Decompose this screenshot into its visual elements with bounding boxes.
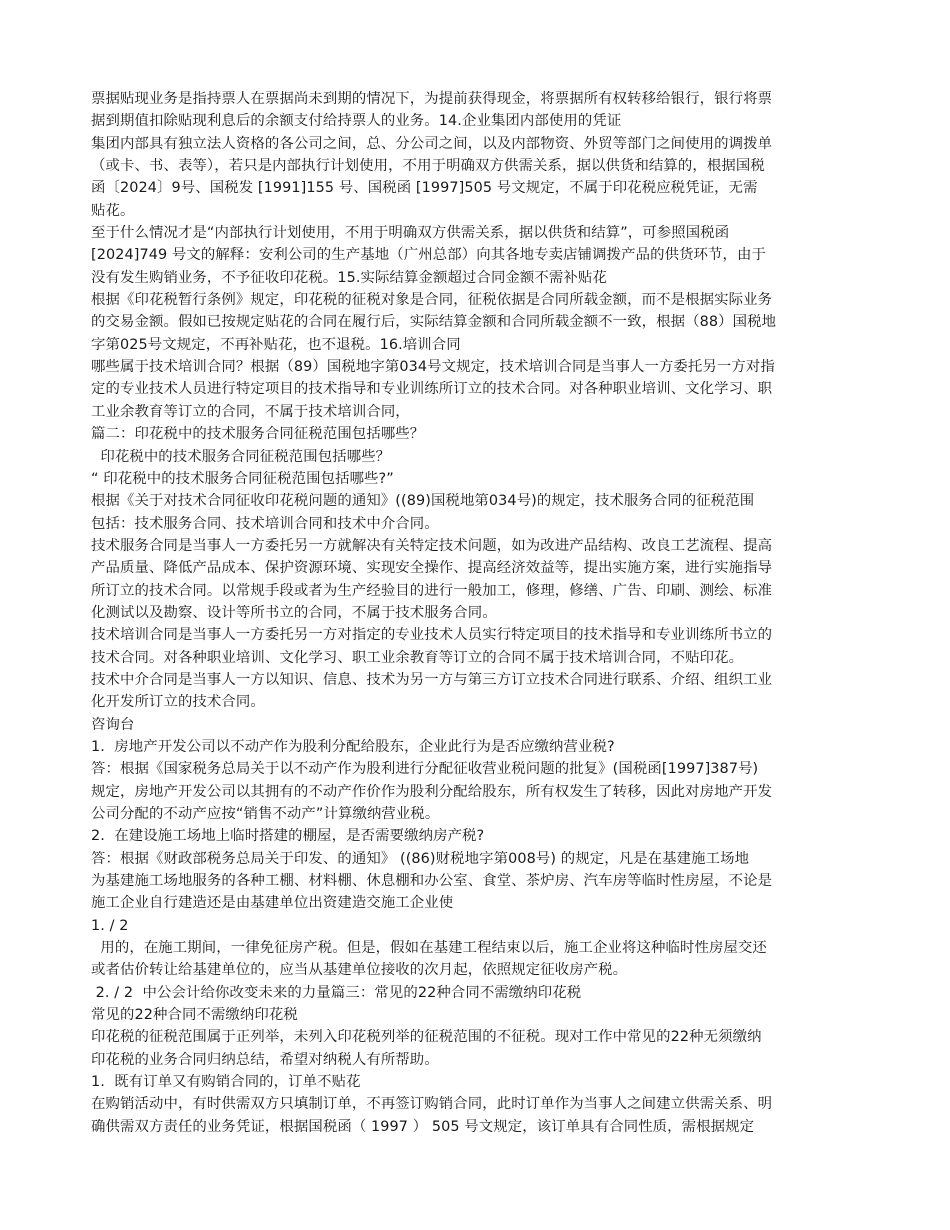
- text-line: 常见的22种合同不需缴纳印花税: [91, 1007, 298, 1024]
- text-line: 没有发生购销业务，不予征收印花税。15.实际结算金额超过合同金额不需补贴花: [91, 269, 607, 286]
- text-line: 根据《印花税暂行条例》规定，印花税的征税对象是合同，征税依据是合同所载金额，而不是根据实际业务: [91, 292, 773, 309]
- text-line: 咨询台: [91, 716, 135, 733]
- text-line: 包括：技术服务合同、技术培训合同和技术中介合同。: [91, 515, 439, 532]
- text-line: （或卡、书、表等），若只是内部执行计划使用，不用于明确双方供需关系，据以供货和结算的，根据国税: [91, 158, 765, 175]
- text-line: 公司分配的不动产应按“销售不动产”计算缴纳营业税。: [91, 806, 440, 822]
- text-line: 技术合同。对各种职业培训、文化学习、职工业余教育等订立的合同不属于技术培训合同，不贴印花。: [91, 649, 744, 666]
- text-line: 施工企业自行建造还是由基建单位出资建造交施工企业使: [91, 895, 454, 912]
- text-line: 答：根据《财政部税务总局关于印发、的通知》 ((86)财税地字第008号) 的规定，凡是在基建施工场地: [91, 850, 750, 867]
- text-line: 在购销活动中，有时供需双方只填制订单，不再签订购销合同，此时订单作为当事人之间建立供需关系、明: [91, 1096, 773, 1113]
- text-line: [2024]749 号文的解释：安利公司的生产基地（广州总部）向其各地专卖店铺调拨产品的供货环节，由于: [91, 247, 767, 264]
- text-line: 印花税的征税范围属于正列举，未列入印花税列举的征税范围的不征税。现对工作中常见的22种无须缴纳: [91, 1029, 762, 1046]
- text-line: 定的专业技术人员进行特定项目的技术指导和专业训练所订立的技术合同。对各种职业培训、文化学习、职: [91, 381, 773, 398]
- text-line: 化开发所订立的技术合同。: [91, 694, 265, 711]
- text-line: 工业余教育等订立的合同，不属于技术培训合同，: [91, 403, 410, 420]
- text-line: “ 印花税中的技术服务合同征税范围包括哪些?”: [91, 470, 394, 487]
- text-line: 2. / 2 中公会计给你改变未来的力量篇三：常见的22种合同不需缴纳印花税: [91, 984, 582, 1001]
- text-line: 印花税的业务合同归纳总结，希望对纳税人有所帮助。: [91, 1051, 439, 1068]
- text-line: 技术服务合同是当事人一方委托另一方就解决有关特定技术问题，如为改进产品结构、改良工艺流程、提高: [91, 537, 773, 554]
- text-line: 或者估价转让给基建单位的，应当从基建单位接收的次月起，依照规定征收房产税。: [91, 962, 628, 979]
- text-line: 为基建施工场地服务的各种工棚、材料棚、休息棚和办公室、食堂、茶炉房、汽车房等临时性房屋，不论是: [91, 873, 773, 890]
- text-line: 哪些属于技术培训合同？根据（89）国税地字第034号文规定，技术培训合同是当事人一方委托另一方对指: [91, 359, 775, 376]
- text-line: 根据《关于对技术合同征收印花税问题的通知》((89)国税地第034号)的规定，技术服务合同的征税范围: [91, 493, 755, 510]
- text-line: 篇二：印花税中的技术服务合同征税范围包括哪些？: [91, 426, 425, 443]
- text-line: 印花税中的技术服务合同征税范围包括哪些？: [91, 448, 391, 465]
- text-line: 的交易金额。假如已按规定贴花的合同在履行后，实际结算金额和合同所载金额不一致，根据（88）国税地: [91, 314, 777, 331]
- text-line: 化测试以及勘察、设计等所书立的合同，不属于技术服务合同。: [91, 604, 497, 621]
- text-line: 2. 在建设施工场地上临时搭建的棚屋，是否需要缴纳房产税?: [91, 828, 485, 845]
- text-line: 规定，房地产开发公司以其拥有的不动产作价作为股利分配给股东，所有权发生了转移，因此对房地产开发: [91, 783, 773, 800]
- document-body: [91, 88, 861, 1138]
- text-line: 贴花。: [91, 202, 135, 219]
- text-line: 1. 房地产开发公司以不动产作为股利分配给股东，企业此行为是否应缴纳营业税?: [91, 738, 615, 755]
- text-line: 1. / 2: [91, 917, 129, 934]
- text-line: 字第025号文规定，不再补贴花，也不退税。16.培训合同: [91, 336, 461, 353]
- text-line: 集团内部具有独立法人资格的各公司之间，总、分公司之间，以及内部物资、外贸等部门之间使用的调拨单: [91, 135, 773, 152]
- text-line: 用的，在施工期间，一律免征房产税。但是，假如在基建工程结束以后，施工企业将这种临时性房屋交还: [91, 940, 767, 957]
- text-line: 确供需双方责任的业务凭证，根据国税函（ 1997 ） 505 号文规定，该订单具有合同性质，需根据规定: [91, 1118, 755, 1135]
- text-line: 至于什么情况才是“内部执行计划使用，不用于明确双方供需关系，据以供货和结算”，可参照国税函: [91, 225, 730, 242]
- text-line: 1. 既有订单又有购销合同的，订单不贴花: [91, 1074, 361, 1091]
- text-line: 技术中介合同是当事人一方以知识、信息、技术为另一方与第三方订立技术合同进行联系、介绍、组织工业: [91, 671, 773, 688]
- text-line: 产品质量、降低产品成本、保护资源环境、实现安全操作、提高经济效益等，提出实施方案，进行实施指导: [91, 560, 773, 577]
- text-line: 票据贴现业务是指持票人在票据尚未到期的情况下，为提前获得现金，将票据所有权转移给银行，银行将票: [91, 91, 773, 107]
- text-line: 答：根据《国家税务总局关于以不动产作为股利进行分配征收营业税问题的批复》(国税函[1997]387号): [91, 761, 759, 778]
- text-line: 据到期值扣除贴现利息后的余额支付给持票人的业务。14.企业集团内部使用的凭证: [91, 113, 622, 130]
- text-line: 技术培训合同是当事人一方委托另一方对指定的专业技术人员实行特定项目的技术指导和专业训练所书立的: [91, 627, 773, 644]
- text-line: 函〔2024〕9号、国税发 [1991]155 号、国税函 [1997]505 号文规定，不属于印花税应税凭证，无需: [91, 180, 758, 197]
- text-line: 所订立的技术合同。以常规手段或者为生产经验目的进行一般加工，修理，修缮、广告、印刷、测绘、标准: [91, 582, 773, 599]
